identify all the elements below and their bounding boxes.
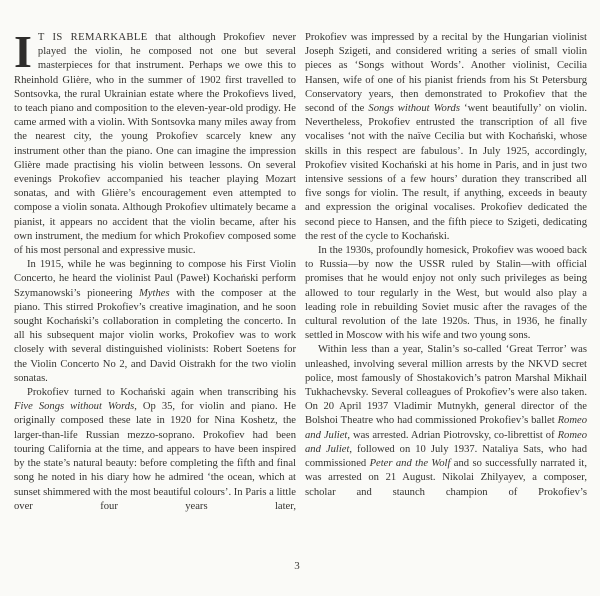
- text-segment: , was arrested. Adrian Piotrovsky, co-librettist of: [347, 429, 558, 441]
- text-segment: Prokofiev was impressed by a recital by the Hungarian violinist Joseph Szigeti, and considered writing a series of small violin pieces as ‘Songs without Words’. Another violinist, Cecilia Hansen, wife of one of his pianist friends from his St Petersburg Conservatory years, then demonstrated to Prokofiev that the second of the: [305, 32, 587, 115]
- page-number: 3: [294, 560, 300, 572]
- text-segment: ‘went beautifully’ on violin. Nevertheless, Prokofiev entrusted the transcription of all five vocalises ‘not with the naïve Cecilia but with Kochański, whose skills in this respect are fabulous’. In July 1925, accordingly, Prokofiev visited Kochański at his home in Paris, and in just two intensive sessions of a few hours’ duration they transcribed all five songs for violin. The result, if anything, exceeds in beauty and expression the original vocalises. Prokofiev dedicated the second piece to Hansen, and the fifth piece to Szigeti, dedicating the rest of the cycle to Kochański.: [305, 103, 587, 242]
- text-segment: Romeo and Juliet: [305, 415, 587, 441]
- paragraph: [305, 244, 587, 343]
- text-segment: In the 1930s, profoundly homesick, Prokofiev was wooed back to Russia—by now the USSR ruled by Stalin—with official promises that he would enjoy not only such privileges as being allowed to tour regularly in the West, but would also play a leading role in rebuilding Soviet music after the ravages of the cultural revolution of the late 1920s. Thus, in 1936, he finally settled in Moscow with his wife and two young sons.: [305, 245, 587, 342]
- text-segment: Romeo and Juliet: [305, 429, 587, 455]
- text-segment: that although Prokofiev never played the violin, he composed not one but several masterpieces for that instrument. Perhaps we owe this to Rheinhold Glière, who in the summer of 1902 first travelled to Sontsovka, the rural Ukrainian estate where the Prokofievs lived, to teach piano and composition to the eleven-year-old prodigy. He came armed with a violin. With Sontsovka many miles away from the nearest city, the young Prokofiev scarcely knew any instrument other than the piano. One can imagine the impression Glière made practising his violin between lessons. On several evenings Prokofiev accompanied his teacher playing Mozart sonatas, and with Glière’s encouragement even attempted to compose a violin sonata. Although Prokofiev ultimately became a pianist, it appears no accident that the violin became, after his own instrument, the medium for which Prokofiev composed some of his most personal and expressive music.: [14, 32, 296, 257]
- paragraph: [14, 258, 296, 386]
- paragraph: [305, 31, 587, 244]
- text-segment: Peter and the Wolf: [369, 458, 451, 470]
- text-segment: Five Songs without Words: [14, 401, 135, 413]
- drop-cap: I: [14, 31, 32, 77]
- text-segment: Mythes: [138, 287, 170, 299]
- paragraph: [14, 31, 296, 258]
- text-segment: and so successfully narrated it, was arrested on 21 August. Nikolai Zhilyayev, a composer, scholar and staunch champion of Prokofiev’s: [305, 458, 587, 498]
- text-segment: Songs without Words: [368, 103, 460, 115]
- text-segment: Prokofiev turned to Kochański again when transcribing his: [27, 387, 296, 399]
- text-segment: , Op 35, for violin and piano. He originally composed these late in 1920 for Nina Koshetz, the larger-than-life Russian mezzo-soprano. Prokofiev had been touring California at the time, and appears to have been inspired by the state’s natural beauty: before completing the fifth and final song he noted in his diary how he admired ‘the ocean, which at sunset shimmered with the most beautiful colours’. In Paris a little over four years later,: [14, 401, 296, 512]
- text-segment: In 1915, while he was beginning to compose his First Violin Concerto, he heard the violinist Paul (Paweł) Kochański perform Szymanowski’s pioneering: [14, 259, 296, 299]
- paragraph: [305, 343, 587, 499]
- text-segment: with the composer at the piano. This stirred Prokofiev’s creative imagination, and he soon sought Kochański’s collaboration in completing the concerto. In all his subsequent major violin works, Prokofiev was to work closely with several distinguished violinists: Robert Soetens for the Violin Concerto No 2, and David Oistrakh for the two violin sonatas.: [14, 287, 296, 384]
- text-segment: T IS REMARKABLE: [37, 32, 148, 43]
- text-columns: [14, 31, 587, 559]
- text-segment: Within less than a year, Stalin’s so-called ‘Great Terror’ was unleashed, involving several million arrests by the NKVD secret police, most famously of Shostakovich’s patron Marshal Mikhail Tukhachevsky. Several colleagues of Prokofiev’s were also taken. On 20 April 1937 Vladimir Mutnykh, general director of the Bolshoi Theatre who had commissioned Prokofiev’s ballet: [305, 344, 587, 427]
- right-column: [305, 31, 587, 559]
- paragraph: [14, 386, 296, 514]
- left-column: [14, 31, 296, 559]
- text-segment: , followed on 10 July 1937. Nataliya Sats, who had commissioned: [305, 443, 587, 470]
